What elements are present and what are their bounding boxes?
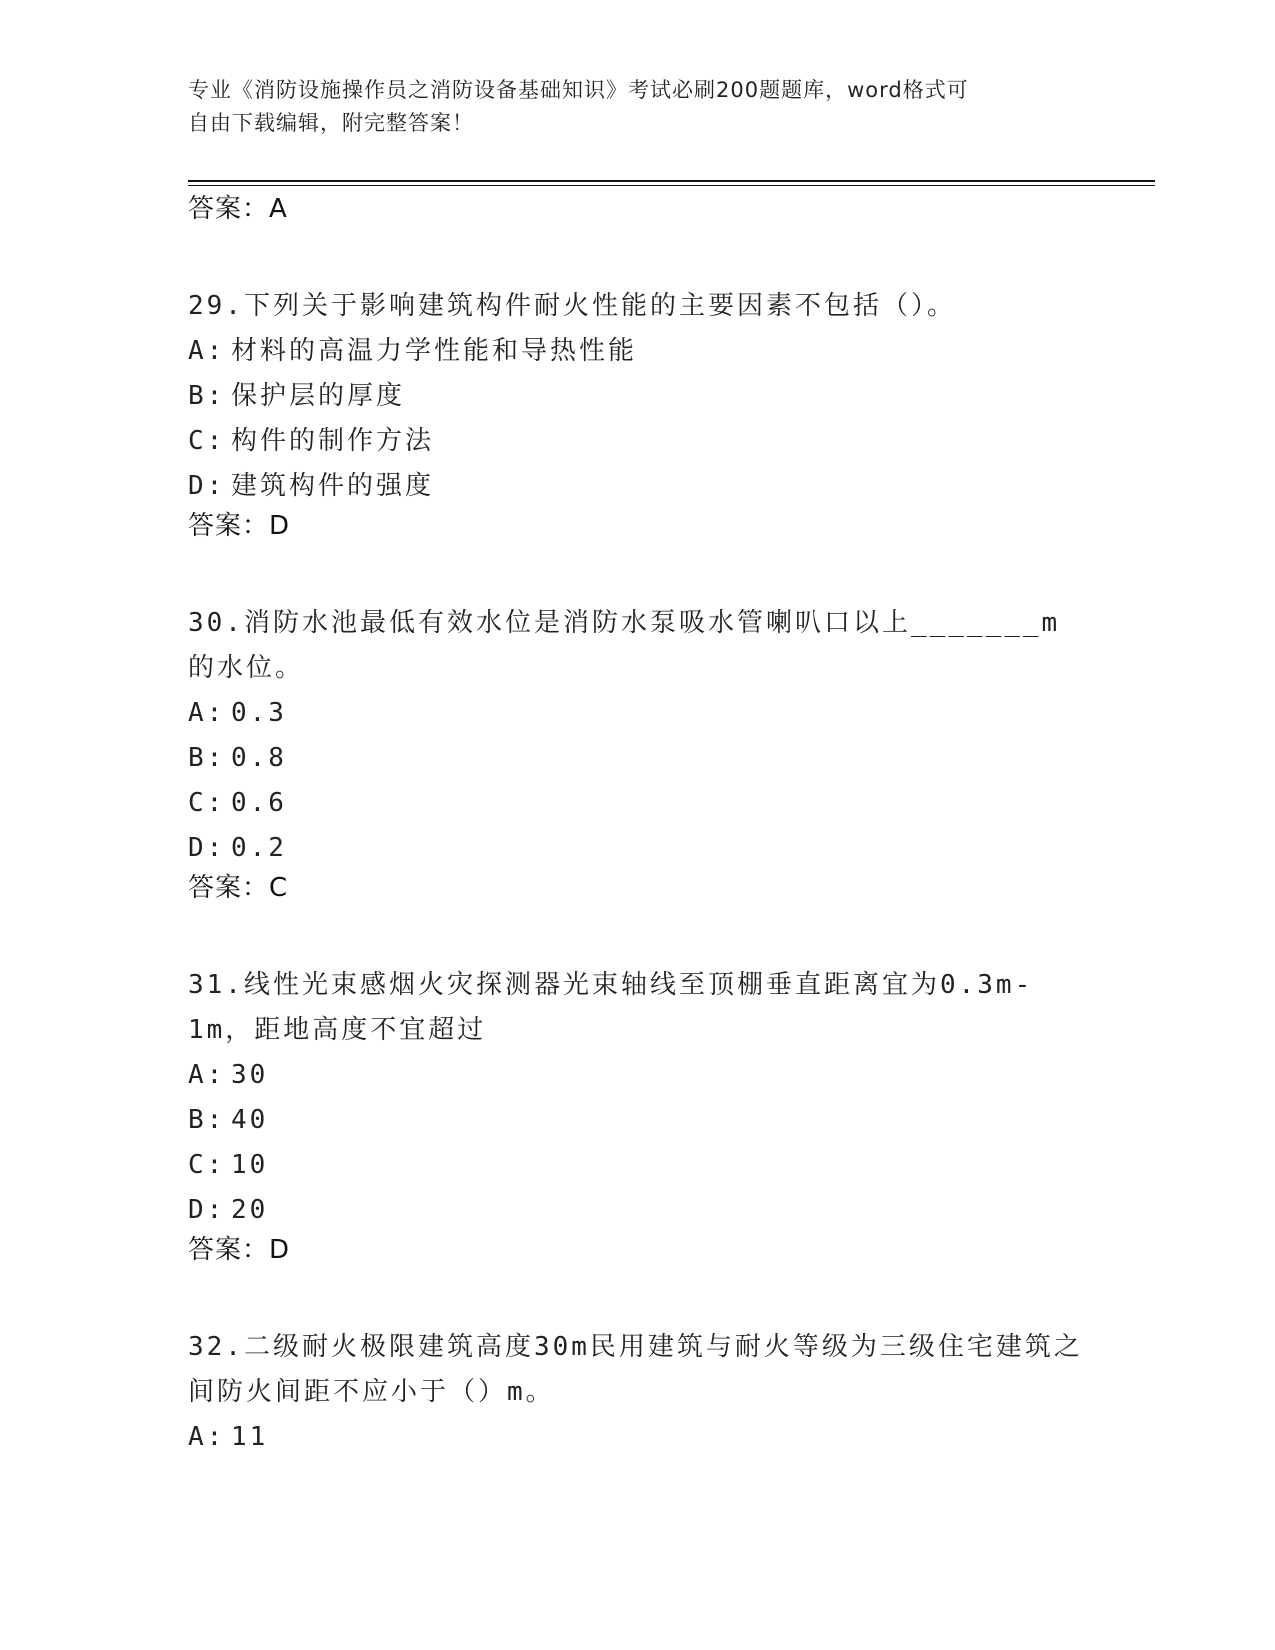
- option-text: 0.6: [231, 788, 287, 818]
- option-row: [188, 781, 1088, 826]
- option-row: [188, 374, 1088, 419]
- option-key: C:: [188, 1150, 226, 1180]
- option-key: D:: [188, 471, 226, 501]
- option-row: [188, 826, 1088, 871]
- option-key: A:: [188, 1422, 226, 1452]
- option-text: 0.2: [231, 833, 287, 863]
- answer-label: 答案：: [188, 1235, 270, 1265]
- answer-label: 答案：: [188, 194, 270, 224]
- answer-line: [188, 509, 1088, 554]
- option-row: [188, 1143, 1088, 1188]
- option-text: 保护层的厚度: [231, 381, 406, 411]
- question-spacer: [188, 916, 1088, 963]
- answer-label: 答案：: [188, 511, 270, 541]
- answer-value: A: [269, 194, 288, 224]
- option-row: [188, 329, 1088, 374]
- answer-value: C: [269, 873, 289, 903]
- option-key: C:: [188, 788, 226, 818]
- answer-label: 答案：: [188, 873, 270, 903]
- option-key: B:: [188, 1105, 226, 1135]
- option-key: A:: [188, 1060, 226, 1090]
- header-line-1: 专业《消防设施操作员之消防设备基础知识》考试必刷200题题库，word格式可: [188, 78, 969, 102]
- question-spacer: [188, 554, 1088, 601]
- question-text: 32.二级耐火极限建筑高度30m民用建筑与耐火等级为三级住宅建筑之间防火间距不应小于（）m。: [188, 1332, 1083, 1407]
- answer-value: D: [269, 1235, 291, 1265]
- option-row: [188, 1188, 1088, 1233]
- option-key: B:: [188, 743, 226, 773]
- option-key: C:: [188, 426, 226, 456]
- option-row: [188, 736, 1088, 781]
- answer-value: D: [269, 511, 291, 541]
- answer-line: [188, 871, 1088, 916]
- option-text: 建筑构件的强度: [231, 471, 435, 501]
- option-key: B:: [188, 381, 226, 411]
- option-text: 0.3: [231, 698, 287, 728]
- question-spacer: [188, 1278, 1088, 1325]
- option-text: 40: [231, 1105, 269, 1135]
- option-text: 构件的制作方法: [231, 426, 435, 456]
- option-key: D:: [188, 1195, 226, 1225]
- answer-line: [188, 192, 1088, 237]
- option-row: [188, 1053, 1088, 1098]
- question-list: [188, 192, 1088, 1460]
- header-line-2: 自由下载编辑，附完整答案！: [188, 111, 474, 135]
- question-text: 30.消防水池最低有效水位是消防水泵吸水管喇叭口以上_______m的水位。: [188, 608, 1061, 683]
- option-row: [188, 464, 1088, 509]
- option-key: A:: [188, 336, 226, 366]
- option-text: 10: [231, 1150, 269, 1180]
- question-text: 29.下列关于影响建筑构件耐火性能的主要因素不包括（）。: [188, 291, 956, 321]
- document-header: [188, 74, 1088, 140]
- option-row: [188, 1415, 1088, 1460]
- answer-line: [188, 1233, 1088, 1278]
- header-divider-thin: [188, 185, 1155, 186]
- option-text: 0.8: [231, 743, 287, 773]
- option-row: [188, 1098, 1088, 1143]
- option-key: A:: [188, 698, 226, 728]
- option-text: 材料的高温力学性能和导热性能: [231, 336, 638, 366]
- option-row: [188, 419, 1088, 464]
- option-key: D:: [188, 833, 226, 863]
- question-spacer: [188, 237, 1088, 284]
- option-text: 11: [231, 1422, 269, 1452]
- option-text: 20: [231, 1195, 269, 1225]
- header-divider-thick: [188, 180, 1155, 182]
- question-text: 31.线性光束感烟火灾探测器光束轴线至顶棚垂直距离宜为0.3m-1m，距地高度不宜超过: [188, 970, 1034, 1045]
- option-text: 30: [231, 1060, 269, 1090]
- option-row: [188, 691, 1088, 736]
